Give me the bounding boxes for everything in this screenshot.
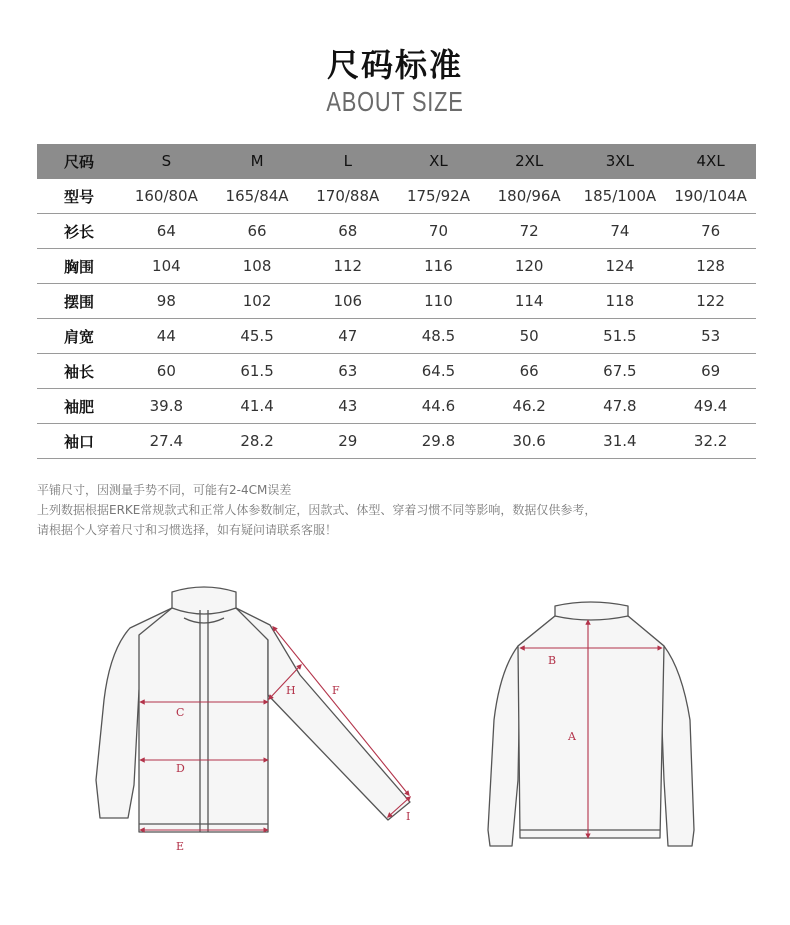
table-row <box>37 214 756 249</box>
size-table <box>37 144 756 459</box>
size-notes <box>37 480 596 540</box>
table-cell: 53 <box>665 319 756 354</box>
jacket-body-outline <box>139 608 268 832</box>
table-header-cell: 4XL <box>665 144 756 179</box>
table-row <box>37 389 756 424</box>
label-a: A <box>568 730 576 743</box>
table-cell: 45.5 <box>212 319 303 354</box>
back-body-outline <box>518 616 664 838</box>
measurement-diagrams <box>0 580 790 880</box>
table-cell: 46.2 <box>484 389 575 424</box>
table-cell: 165/84A <box>212 179 303 214</box>
table-cell: 98 <box>121 284 212 319</box>
table-cell: 102 <box>212 284 303 319</box>
label-i: I <box>406 810 411 823</box>
table-cell: 110 <box>393 284 484 319</box>
table-header-cell: L <box>302 144 393 179</box>
table-cell: 47 <box>302 319 393 354</box>
table-header-cell: 尺码 <box>37 144 121 179</box>
table-cell: 41.4 <box>212 389 303 424</box>
front-jacket-diagram <box>96 587 410 832</box>
label-f: F <box>332 684 340 697</box>
table-cell: 69 <box>665 354 756 389</box>
row-label: 衫长 <box>37 214 121 249</box>
table-cell: 106 <box>302 284 393 319</box>
table-row <box>37 319 756 354</box>
table-cell: 61.5 <box>212 354 303 389</box>
table-cell: 47.8 <box>575 389 666 424</box>
table-cell: 180/96A <box>484 179 575 214</box>
back-collar-outline <box>555 602 628 620</box>
table-cell: 49.4 <box>665 389 756 424</box>
table-row <box>37 284 756 319</box>
note-line: 平铺尺寸，因测量手势不同，可能有2-4CM误差 <box>37 483 292 497</box>
table-cell: 108 <box>212 249 303 284</box>
row-label: 袖长 <box>37 354 121 389</box>
table-cell: 67.5 <box>575 354 666 389</box>
table-cell: 175/92A <box>393 179 484 214</box>
table-cell: 128 <box>665 249 756 284</box>
label-e: E <box>176 840 185 853</box>
table-cell: 48.5 <box>393 319 484 354</box>
note-line: 上列数据根据ERKE常规款式和正常人体参数制定，因款式、体型、穿着习惯不同等影响，数据仅供参考， <box>37 503 597 517</box>
table-cell: 118 <box>575 284 666 319</box>
table-cell: 64 <box>121 214 212 249</box>
table-cell: 30.6 <box>484 424 575 459</box>
table-cell: 68 <box>302 214 393 249</box>
row-label: 胸围 <box>37 249 121 284</box>
table-cell: 122 <box>665 284 756 319</box>
table-cell: 116 <box>393 249 484 284</box>
label-h: H <box>286 684 296 697</box>
table-cell: 60 <box>121 354 212 389</box>
table-header-cell: 3XL <box>575 144 666 179</box>
label-d: D <box>176 762 185 775</box>
table-cell: 104 <box>121 249 212 284</box>
table-cell: 170/88A <box>302 179 393 214</box>
table-cell: 29 <box>302 424 393 459</box>
label-c: C <box>176 706 185 719</box>
table-cell: 66 <box>212 214 303 249</box>
row-label: 袖口 <box>37 424 121 459</box>
table-cell: 31.4 <box>575 424 666 459</box>
table-cell: 32.2 <box>665 424 756 459</box>
table-cell: 74 <box>575 214 666 249</box>
label-b: B <box>548 654 557 667</box>
table-cell: 114 <box>484 284 575 319</box>
table-row <box>37 424 756 459</box>
row-label: 肩宽 <box>37 319 121 354</box>
page-subtitle: ABOUT SIZE <box>326 86 464 117</box>
table-header-cell: S <box>121 144 212 179</box>
row-label: 袖肥 <box>37 389 121 424</box>
table-cell: 72 <box>484 214 575 249</box>
collar-outline <box>172 587 236 614</box>
row-label: 摆围 <box>37 284 121 319</box>
table-row <box>37 179 756 214</box>
table-cell: 112 <box>302 249 393 284</box>
table-cell: 51.5 <box>575 319 666 354</box>
back-jacket-diagram <box>488 602 694 846</box>
table-cell: 190/104A <box>665 179 756 214</box>
table-cell: 120 <box>484 249 575 284</box>
table-cell: 50 <box>484 319 575 354</box>
table-cell: 63 <box>302 354 393 389</box>
table-cell: 39.8 <box>121 389 212 424</box>
table-cell: 70 <box>393 214 484 249</box>
table-cell: 64.5 <box>393 354 484 389</box>
table-header-cell: 2XL <box>484 144 575 179</box>
table-cell: 66 <box>484 354 575 389</box>
row-label: 型号 <box>37 179 121 214</box>
table-header-cell: XL <box>393 144 484 179</box>
table-cell: 28.2 <box>212 424 303 459</box>
page-title: 尺码标准 <box>326 46 463 84</box>
table-cell: 124 <box>575 249 666 284</box>
table-cell: 76 <box>665 214 756 249</box>
table-cell: 44 <box>121 319 212 354</box>
table-header-cell: M <box>212 144 303 179</box>
table-cell: 43 <box>302 389 393 424</box>
note-line: 请根据个人穿着尺寸和习惯选择，如有疑问请联系客服！ <box>37 523 338 537</box>
table-row <box>37 354 756 389</box>
table-row <box>37 249 756 284</box>
table-cell: 27.4 <box>121 424 212 459</box>
table-cell: 44.6 <box>393 389 484 424</box>
table-cell: 29.8 <box>393 424 484 459</box>
table-cell: 185/100A <box>575 179 666 214</box>
table-cell: 160/80A <box>121 179 212 214</box>
table-header-row <box>37 144 756 179</box>
